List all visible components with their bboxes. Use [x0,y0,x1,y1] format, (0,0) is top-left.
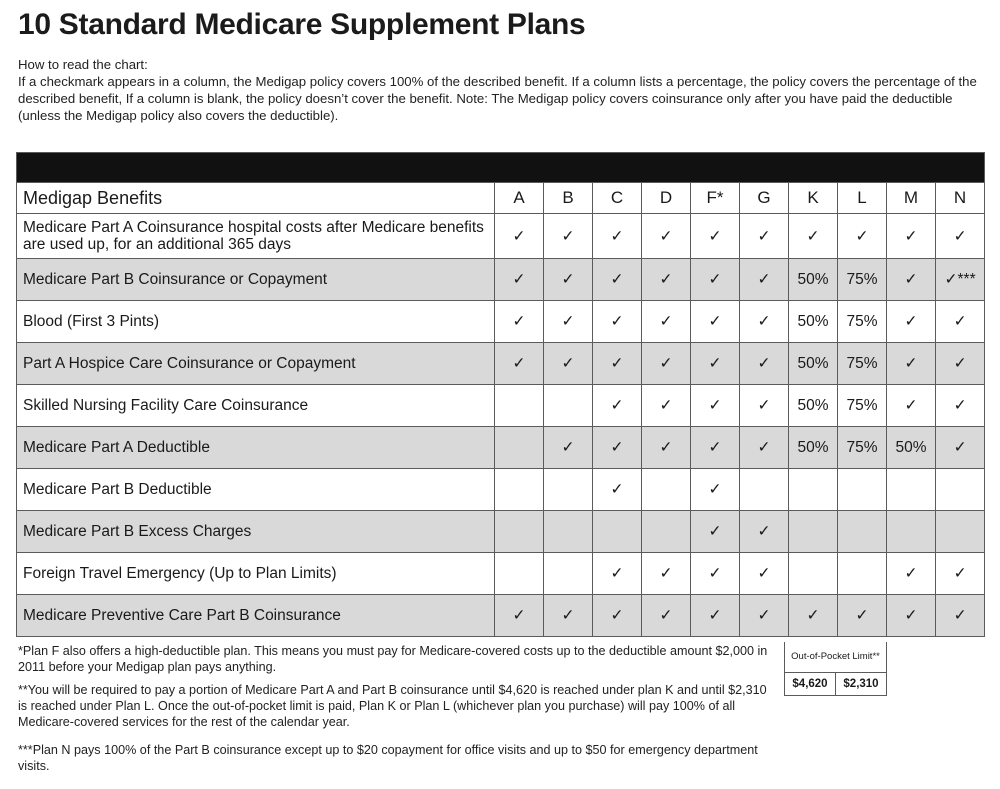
empty-coverage-cell [740,469,789,511]
checkmark-icon: ✓ [495,214,544,259]
table-row [17,427,985,469]
checkmark-icon: ✓ [740,301,789,343]
checkmark-icon: ✓ [887,301,936,343]
checkmark-icon: ✓ [740,511,789,553]
benefit-label: Medicare Preventive Care Part B Coinsurance [17,595,495,637]
checkmark-icon: ✓ [887,553,936,595]
checkmark-icon: ✓ [740,343,789,385]
plan-column-header: K [789,183,838,214]
checkmark-icon: ✓ [740,595,789,637]
plan-column-header: A [495,183,544,214]
checkmark-icon: ✓ [740,427,789,469]
checkmark-icon: ✓ [544,301,593,343]
checkmark-icon: ✓ [936,385,985,427]
table-row [17,385,985,427]
checkmark-icon: ✓ [691,595,740,637]
medigap-plans-table [16,152,985,637]
table-row [17,469,985,511]
table-row [17,511,985,553]
chart-instructions [18,56,986,124]
out-of-pocket-label: Out-of-Pocket Limit** [785,642,887,673]
table-header-row [17,183,985,214]
checkmark-icon: ✓ [691,385,740,427]
empty-coverage-cell [642,511,691,553]
checkmark-icon: ✓ [691,427,740,469]
empty-coverage-cell [789,553,838,595]
table-row [17,301,985,343]
checkmark-icon: ✓ [642,301,691,343]
coverage-percent: 75% [838,385,887,427]
empty-coverage-cell [936,469,985,511]
empty-coverage-cell [887,469,936,511]
footnote-plan-n: ***Plan N pays 100% of the Part B coinsurance except up to $20 copayment for office visits and up to $50 for emergency department visits. [18,743,758,773]
checkmark-icon: ✓ [642,595,691,637]
benefit-column-header: Medigap Benefits [17,183,495,214]
checkmark-icon: ✓ [838,595,887,637]
checkmark-icon: ✓ [593,595,642,637]
checkmark-icon: ✓ [789,595,838,637]
checkmark-icon: ✓ [544,427,593,469]
checkmark-icon: ✓ [789,214,838,259]
checkmark-icon: ✓*** [936,259,985,301]
checkmark-icon: ✓ [887,214,936,259]
checkmark-icon: ✓ [642,553,691,595]
benefit-label: Medicare Part A Coinsurance hospital costs after Medicare benefits are used up, for an additional 365 days [17,214,495,259]
plan-column-header: N [936,183,985,214]
checkmark-icon: ✓ [887,595,936,637]
checkmark-icon: ✓ [740,553,789,595]
empty-coverage-cell [789,511,838,553]
out-of-pocket-plan-l: $2,310 [836,673,887,696]
empty-coverage-cell [495,553,544,595]
checkmark-icon: ✓ [593,301,642,343]
checkmark-icon: ✓ [642,427,691,469]
checkmark-icon: ✓ [740,214,789,259]
footnote-plan-f: *Plan F also offers a high-deductible plan. This means you must pay for Medicare-covered costs up to the deductible amount $2,000 in 2011 before your Medigap plan pays anything. [18,644,768,674]
table-row [17,259,985,301]
checkmark-icon: ✓ [495,259,544,301]
empty-coverage-cell [544,385,593,427]
checkmark-icon: ✓ [936,214,985,259]
checkmark-icon: ✓ [544,259,593,301]
checkmark-icon: ✓ [887,259,936,301]
checkmark-icon: ✓ [936,343,985,385]
checkmark-icon: ✓ [495,301,544,343]
benefit-label: Skilled Nursing Facility Care Coinsurance [17,385,495,427]
empty-coverage-cell [495,385,544,427]
empty-coverage-cell [544,511,593,553]
coverage-percent: 50% [789,301,838,343]
checkmark-icon: ✓ [691,511,740,553]
checkmark-icon: ✓ [740,259,789,301]
table-top-bar [17,153,985,183]
checkmark-icon: ✓ [544,595,593,637]
coverage-percent: 75% [838,427,887,469]
empty-coverage-cell [495,511,544,553]
empty-coverage-cell [593,511,642,553]
empty-coverage-cell [495,427,544,469]
footnote-out-of-pocket: **You will be required to pay a portion of Medicare Part A and Part B coinsurance until $4,620 is reached under plan K and until $2,310 is reached under Plan L. Once the out-of-pocket limit is paid, Plan K or Plan L (whichever plan you purchase) will pay 100% of all Medicare-covered services for the rest of the calendar year. [18,683,767,729]
benefit-label: Medicare Part B Deductible [17,469,495,511]
checkmark-icon: ✓ [691,553,740,595]
coverage-percent: 50% [887,427,936,469]
coverage-percent: 75% [838,259,887,301]
empty-coverage-cell [642,469,691,511]
checkmark-icon: ✓ [691,469,740,511]
checkmark-icon: ✓ [838,214,887,259]
coverage-percent: 50% [789,385,838,427]
checkmark-icon: ✓ [936,427,985,469]
table-row [17,343,985,385]
page-title: 10 Standard Medicare Supplement Plans [18,8,586,41]
coverage-percent: 75% [838,301,887,343]
empty-coverage-cell [544,553,593,595]
checkmark-icon: ✓ [495,343,544,385]
checkmark-icon: ✓ [544,214,593,259]
coverage-percent: 50% [789,427,838,469]
table-row [17,595,985,637]
out-of-pocket-plan-k: $4,620 [785,673,836,696]
table-row [17,553,985,595]
checkmark-icon: ✓ [887,385,936,427]
checkmark-icon: ✓ [887,343,936,385]
benefit-label: Blood (First 3 Pints) [17,301,495,343]
empty-coverage-cell [544,469,593,511]
checkmark-icon: ✓ [593,427,642,469]
checkmark-icon: ✓ [593,259,642,301]
checkmark-icon: ✓ [691,343,740,385]
checkmark-icon: ✓ [593,553,642,595]
benefit-label: Foreign Travel Emergency (Up to Plan Limits) [17,553,495,595]
checkmark-icon: ✓ [642,214,691,259]
plan-column-header: L [838,183,887,214]
plan-column-header: F* [691,183,740,214]
empty-coverage-cell [838,511,887,553]
empty-coverage-cell [838,469,887,511]
checkmark-icon: ✓ [642,343,691,385]
plan-column-header: B [544,183,593,214]
empty-coverage-cell [495,469,544,511]
checkmark-icon: ✓ [691,214,740,259]
checkmark-icon: ✓ [691,259,740,301]
coverage-percent: 75% [838,343,887,385]
benefit-label: Medicare Part A Deductible [17,427,495,469]
benefit-label: Medicare Part B Excess Charges [17,511,495,553]
checkmark-icon: ✓ [642,259,691,301]
plan-column-header: G [740,183,789,214]
checkmark-icon: ✓ [936,301,985,343]
checkmark-icon: ✓ [495,595,544,637]
empty-coverage-cell [936,511,985,553]
coverage-percent: 50% [789,343,838,385]
empty-coverage-cell [838,553,887,595]
checkmark-icon: ✓ [544,343,593,385]
checkmark-icon: ✓ [936,553,985,595]
checkmark-icon: ✓ [740,385,789,427]
checkmark-icon: ✓ [936,595,985,637]
checkmark-icon: ✓ [642,385,691,427]
out-of-pocket-limit-table [784,642,887,696]
checkmark-icon: ✓ [593,343,642,385]
plan-column-header: C [593,183,642,214]
table-row [17,214,985,259]
empty-coverage-cell [887,511,936,553]
coverage-percent: 50% [789,259,838,301]
plan-column-header: D [642,183,691,214]
benefit-label: Medicare Part B Coinsurance or Copayment [17,259,495,301]
instructions-heading: How to read the chart: [18,57,148,72]
empty-coverage-cell [789,469,838,511]
checkmark-icon: ✓ [593,469,642,511]
benefit-label: Part A Hospice Care Coinsurance or Copayment [17,343,495,385]
checkmark-icon: ✓ [691,301,740,343]
checkmark-icon: ✓ [593,385,642,427]
checkmark-icon: ✓ [593,214,642,259]
instructions-body: If a checkmark appears in a column, the Medigap policy covers 100% of the described benefit. If a column lists a percentage, the policy covers the percentage of the described benefit, If a column is blank, the policy doesn’t cover the benefit. Note: The Medigap policy covers coinsurance only after you have paid the deductible (unless the Medigap policy also covers the deductible). [18,74,977,123]
plan-column-header: M [887,183,936,214]
